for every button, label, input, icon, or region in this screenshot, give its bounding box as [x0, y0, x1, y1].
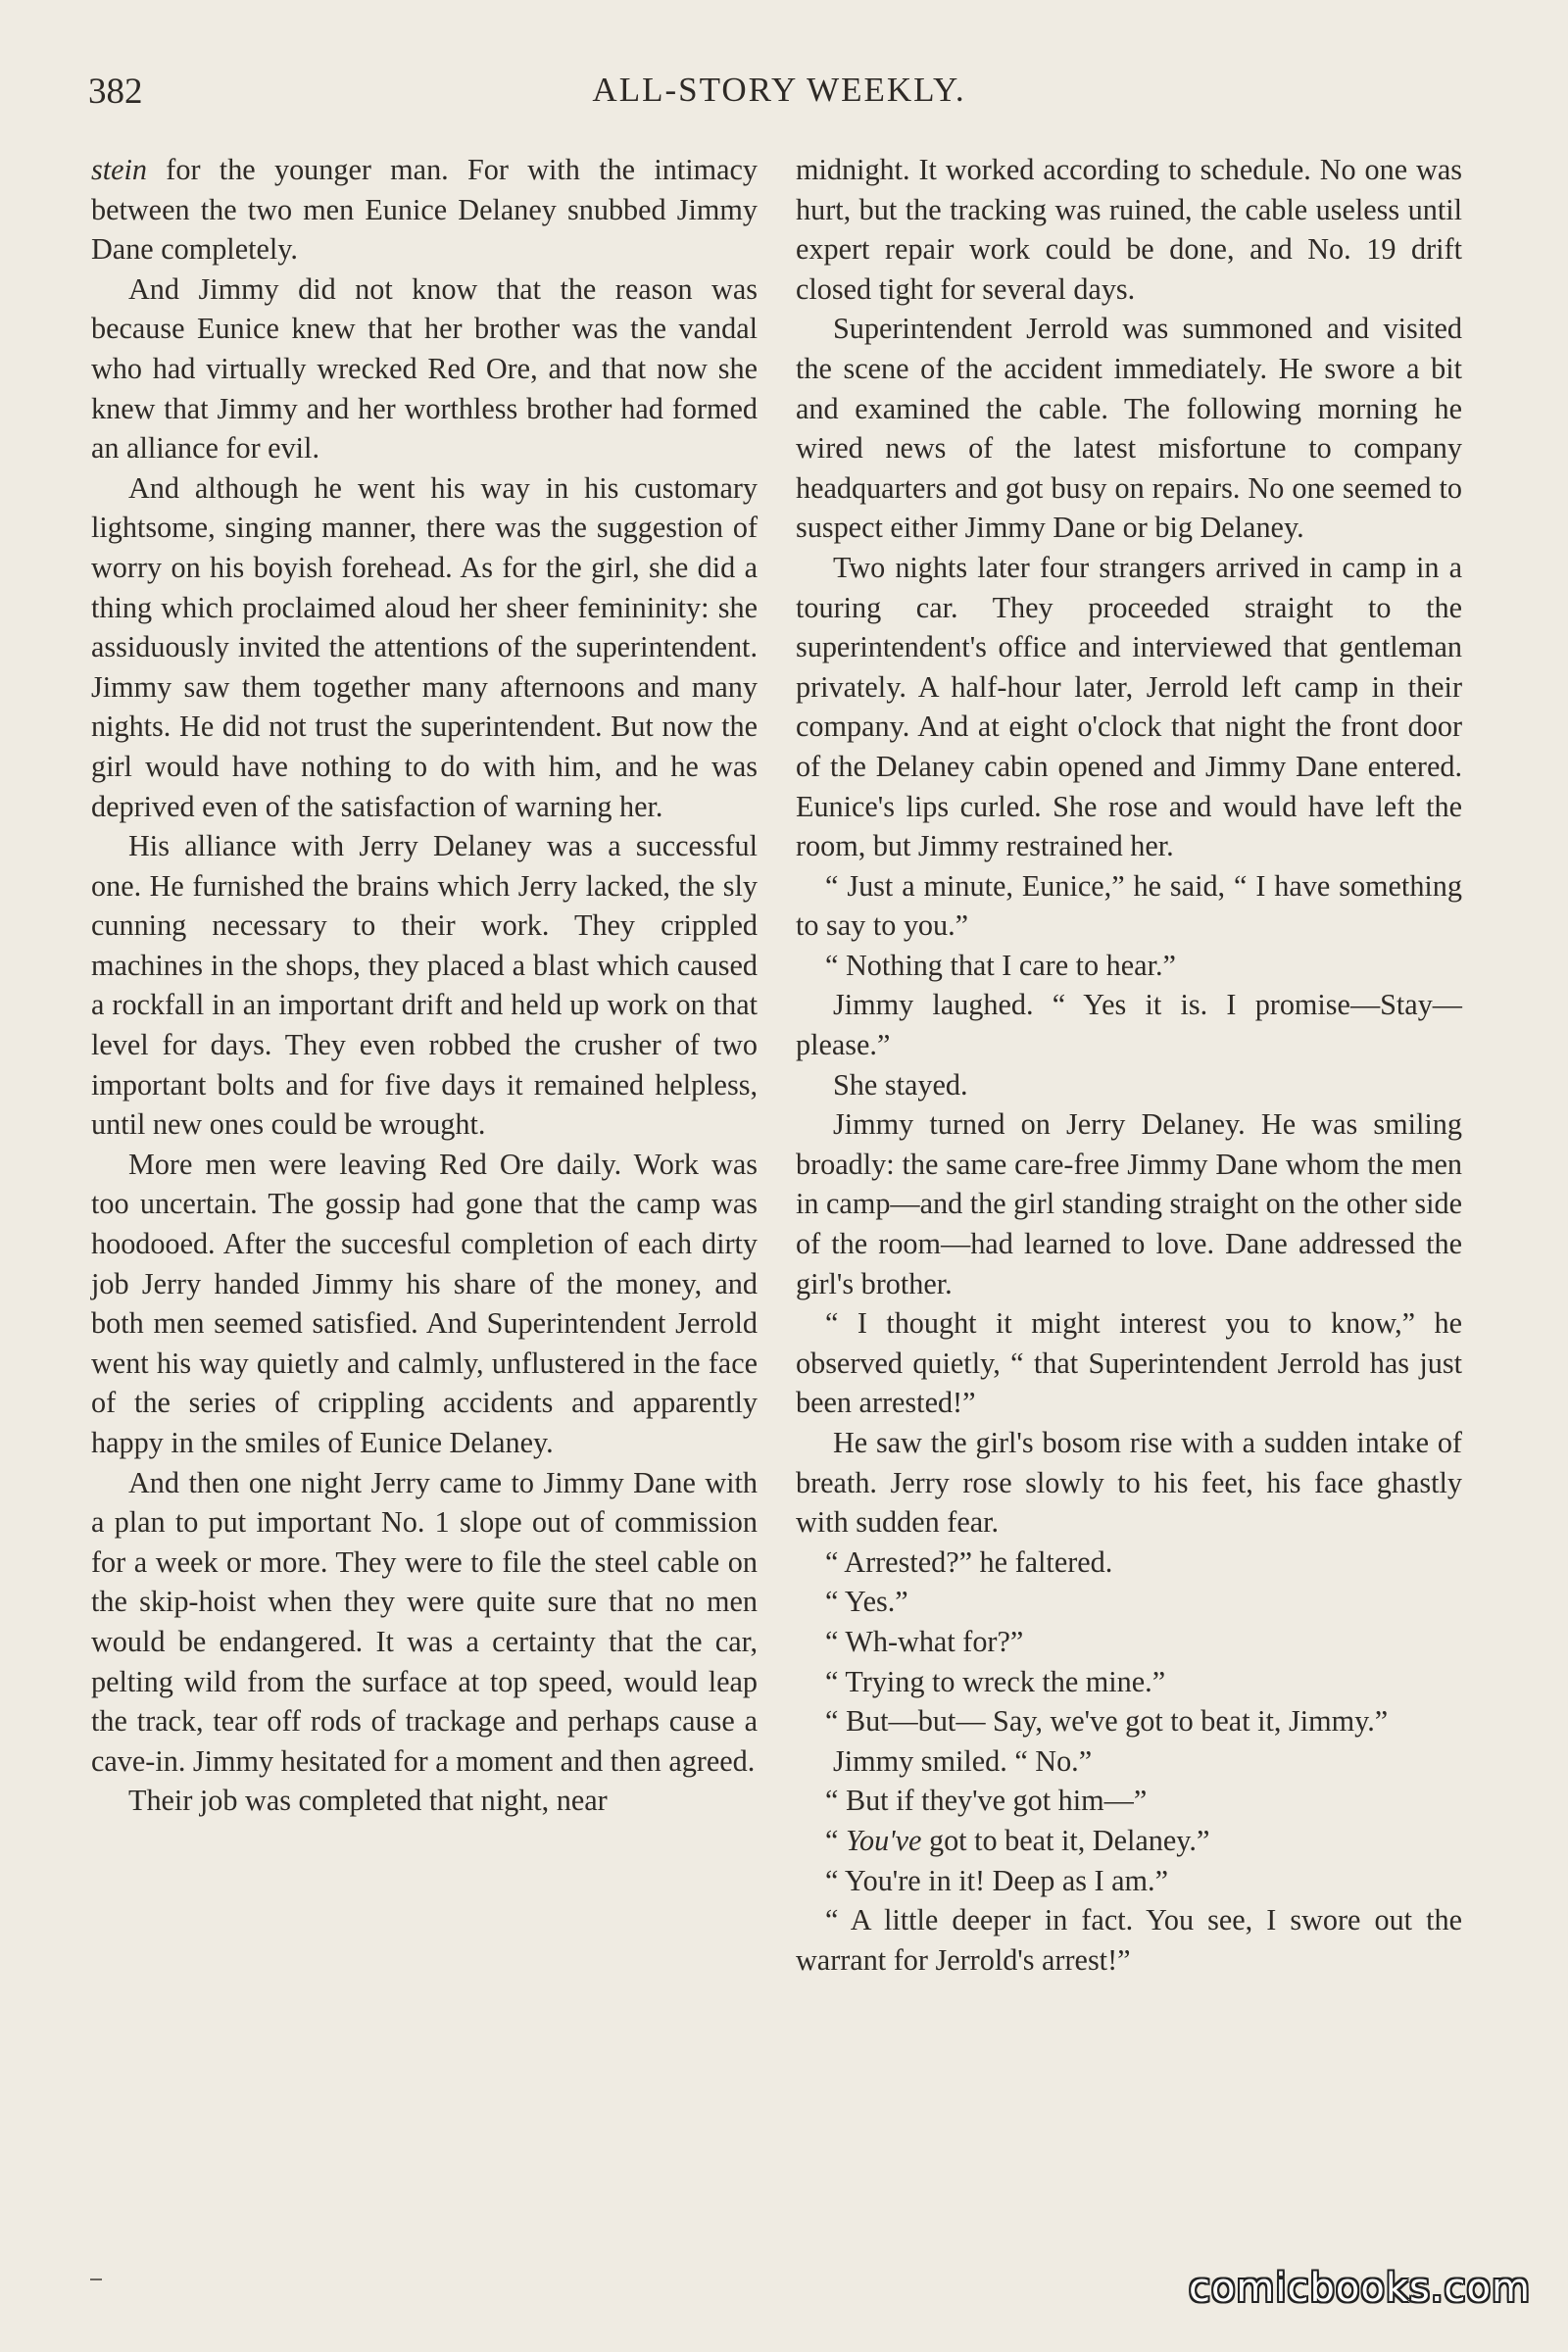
dialogue-line: “ Trying to wreck the mine.”: [825, 1664, 1166, 1698]
paragraph: And then one night Jerry came to Jimmy Dane with a plan to put important No. 1 slope out of commission for a week or more. They were to file the steel cable on the skip-hoist when they were quite sure that no men would be endangered. It was a certainty that the car, pelting wild from the surface at top speed, would leap the track, tear off rods of trackage and perhaps cause a cave-in. Jimmy hesitated for a moment and then agreed.: [91, 1465, 758, 1778]
paragraph: Their job was completed that night, near: [128, 1784, 608, 1818]
right-column: [796, 150, 1462, 1980]
paragraph: Jimmy turned on Jerry Delaney. He was smiling broadly: the same care-free Jimmy Dane whom the men in camp—and the girl standing straight on the other side of the room—had learned to love. Dane addressed the girl's brother.: [796, 1107, 1462, 1300]
paragraph: Jimmy smiled. “ No.”: [833, 1743, 1093, 1778]
paragraph: Two nights later four strangers arrived in camp in a touring car. They proceeded straight to the superintendent's office and interviewed that gentleman privately. A half-hour later, Jerrold left camp in their company. And at eight o'clock that night the front door of the Delaney cabin opened and Jimmy Dane entered. Eunice's lips curled. She rose and would have left the room, but Jimmy restrained her.: [796, 550, 1462, 863]
paragraph: And although he went his way in his customary lightsome, singing manner, there was the suggestion of worry on his boyish forehead. As for the girl, she did a thing which proclaimed aloud her sheer femininity: she assiduously invited the attentions of the superintendent. Jimmy saw them together many afternoons and many nights. He did not trust the superintendent. But now the girl would have nothing to do with him, and he was deprived even of the satisfaction of warning her.: [91, 470, 758, 823]
dialogue-line: “ Just a minute, Eunice,” he said, “ I have something to say to you.”: [796, 868, 1462, 943]
print-mark: [90, 2278, 102, 2280]
left-column: [91, 150, 758, 1821]
page-header: [88, 71, 1470, 120]
paragraph: More men were leaving Red Ore daily. Work was too uncertain. The gossip had gone that the camp was hoodooed. After the succesful completion of each dirty job Jerry handed Jimmy his share of the money, and both men seemed satisfied. And Superintendent Jerrold went his way quietly and calmly, unflustered in the face of the series of crippling accidents and apparently happy in the smiles of Eunice Delaney.: [91, 1147, 758, 1459]
running-head-title: ALL-STORY WEEKLY.: [592, 71, 966, 109]
paragraph: She stayed.: [833, 1067, 968, 1102]
paragraph: [91, 150, 758, 270]
dialogue-line: “ A little deeper in fact. You see, I swore out the warrant for Jerrold's arrest!”: [796, 1903, 1462, 1977]
paragraph-text: got to beat it, Delaney.”: [921, 1823, 1210, 1857]
paragraph-text: for the younger man. For with the intimacy between the two men Eunice Delaney snubbed Jimmy Dane completely.: [91, 153, 758, 267]
site-watermark: comicbooks.com: [1188, 2266, 1531, 2311]
italic-word: You've: [845, 1823, 922, 1857]
paragraph: Jimmy laughed. “ Yes it is. I promise—Stay—please.”: [796, 988, 1462, 1062]
dialogue-line: “ I thought it might interest you to know,” he observed quietly, “ that Superintendent Jerrold has just been arrested!”: [796, 1306, 1462, 1420]
dialogue-line: “ Yes.”: [825, 1585, 908, 1619]
dialogue-line: “ But—but— Say, we've got to beat it, Jimmy.”: [825, 1704, 1389, 1739]
paragraph: He saw the girl's bosom rise with a sudden intake of breath. Jerry rose slowly to his feet, his face ghastly with sudden fear.: [796, 1426, 1462, 1540]
dialogue-line: [796, 1821, 1462, 1861]
paragraph: And Jimmy did not know that the reason was because Eunice knew that her brother was the vandal who had virtually wrecked Red Ore, and that now she knew that Jimmy and her worthless brother had formed an alliance for evil.: [91, 271, 758, 466]
quote-open: “: [825, 1823, 846, 1857]
dialogue-line: “ Nothing that I care to hear.”: [825, 948, 1176, 982]
dialogue-line: “ Arrested?” he faltered.: [825, 1544, 1113, 1579]
italic-word: stein: [91, 153, 148, 186]
dialogue-line: “ You're in it! Deep as I am.”: [825, 1863, 1168, 1897]
page-number: 382: [88, 72, 143, 112]
dialogue-line: “ But if they've got him—”: [825, 1784, 1148, 1818]
paragraph: Superintendent Jerrold was summoned and visited the scene of the accident immediately. He swore a bit and examined the cable. The following morning he wired news of the latest misfortune to company headquarters and got busy on repairs. No one seemed to suspect either Jimmy Dane or big Delaney.: [796, 312, 1462, 545]
paragraph: midnight. It worked according to schedule. No one was hurt, but the tracking was ruined, the cable useless until expert repair work could be done, and No. 19 drift closed tight for several days.: [796, 153, 1462, 306]
dialogue-line: “ Wh-what for?”: [825, 1624, 1024, 1658]
paragraph: His alliance with Jerry Delaney was a successful one. He furnished the brains which Jerry lacked, the sly cunning necessary to their work. They crippled machines in the shops, they placed a blast which caused a rockfall in an important drift and held up work on that level for days. They even robbed the crusher of two important bolts and for five days it remained helpless, until new ones could be wrought.: [91, 829, 758, 1142]
